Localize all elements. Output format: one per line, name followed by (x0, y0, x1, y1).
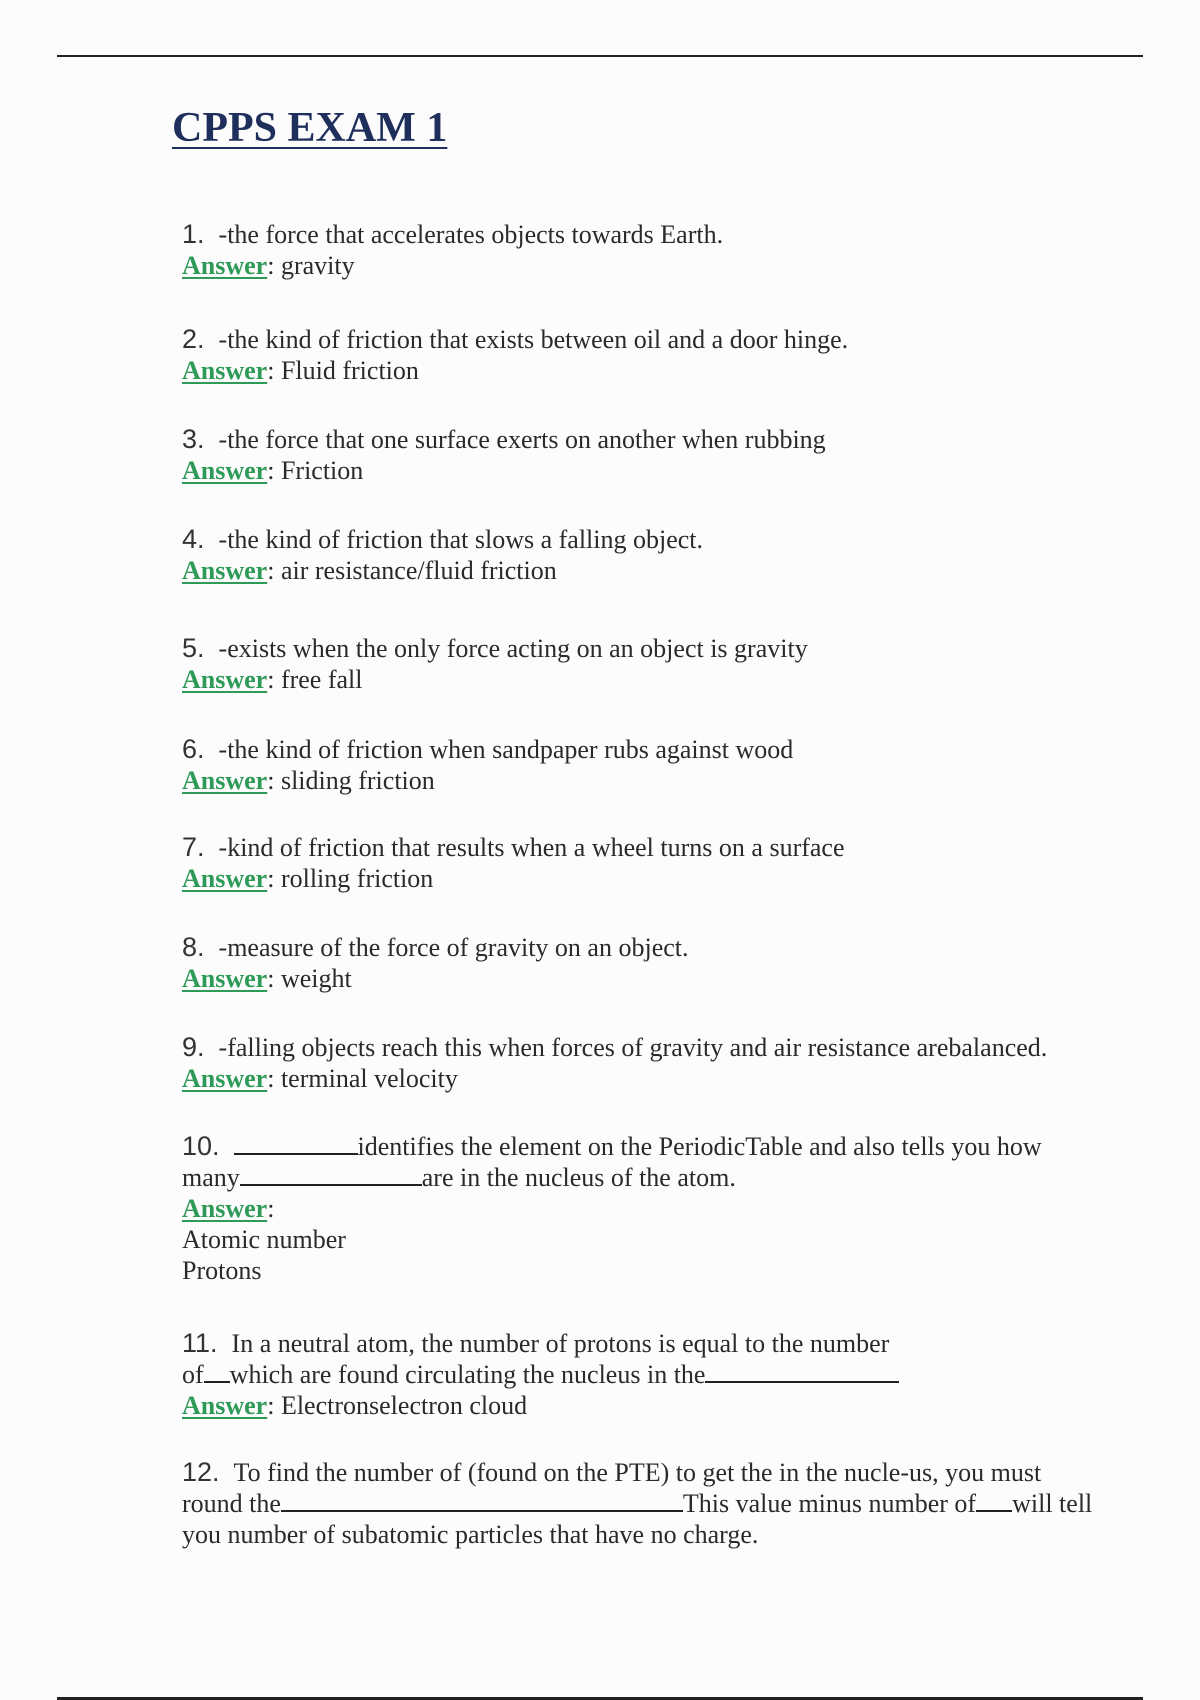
question-number: 3. (182, 424, 205, 454)
answer-label: Answer (182, 1194, 268, 1223)
question-10: 10. identifies the element on the PeriodicTable and also tells you how many are in the nucleus of the atom. Answer: Atomic number Protons (182, 1131, 1142, 1286)
question-text: -falling objects reach this when forces of gravity and air resistance arebalanced. (218, 1033, 1048, 1062)
question-text: In a neutral atom, the number of protons is equal to the number (231, 1329, 890, 1358)
question-text: -the force that one surface exerts on another when rubbing (218, 425, 826, 454)
answer-text: terminal velocity (280, 1064, 458, 1093)
question-text: -the kind of friction that exists between oil and a door hinge. (218, 325, 849, 354)
answer-text: sliding friction (280, 766, 435, 795)
question-text: This value minus number of (682, 1489, 977, 1518)
question-number: 4. (182, 524, 205, 554)
answer-text: Electronselectron cloud (280, 1391, 528, 1420)
question-2: 2. -the kind of friction that exists between oil and a door hinge. Answer: Fluid friction (182, 324, 849, 385)
question-6: 6. -the kind of friction when sandpaper rubs against wood Answer: sliding friction (182, 734, 794, 795)
fill-in-blank (976, 1488, 1012, 1512)
answer-label: Answer (182, 556, 268, 585)
question-5: 5. -exists when the only force acting on an object is gravity Answer: free fall (182, 633, 808, 694)
answer-label: Answer (182, 766, 268, 795)
fill-in-blank (204, 1359, 230, 1383)
question-text: -the force that accelerates objects towards Earth. (218, 220, 724, 249)
answer-text: Friction (280, 456, 364, 485)
question-number: 6. (182, 734, 205, 764)
question-text: -the kind of friction when sandpaper rubs against wood (218, 735, 794, 764)
answer-text: rolling friction (280, 864, 434, 893)
question-number: 1. (182, 219, 205, 249)
question-number: 7. (182, 832, 205, 862)
answer-text: Atomic number (182, 1225, 346, 1254)
question-8: 8. -measure of the force of gravity on an object. Answer: weight (182, 932, 689, 993)
question-number: 8. (182, 932, 205, 962)
question-text: many (182, 1163, 240, 1192)
question-12 (182, 1457, 1142, 1550)
question-3: 3. -the force that one surface exerts on another when rubbing Answer: Friction (182, 424, 826, 485)
page-title: CPPS EXAM 1 (172, 105, 448, 151)
answer-text: Protons (182, 1256, 262, 1285)
question-number: 12. (182, 1457, 220, 1487)
answer-label: Answer (182, 665, 268, 694)
question-text: -kind of friction that results when a wheel turns on a surface (218, 833, 845, 862)
answer-label: Answer (182, 1391, 268, 1420)
question-text: of (182, 1360, 204, 1389)
question-number: 5. (182, 633, 205, 663)
top-rule (57, 55, 1143, 57)
answer-text: free fall (280, 665, 363, 694)
answer-label: Answer (182, 356, 268, 385)
question-4: 4. -the kind of friction that slows a falling object. Answer: air resistance/fluid friction (182, 524, 704, 585)
question-text: -measure of the force of gravity on an object. (218, 933, 689, 962)
question-text: you number of subatomic particles that have no charge. (182, 1520, 759, 1549)
question-text: -the kind of friction that slows a falling object. (218, 525, 704, 554)
question-number: 10. (182, 1131, 220, 1161)
question-number: 9. (182, 1032, 205, 1062)
question-text: -exists when the only force acting on an object is gravity (218, 634, 808, 663)
answer-label: Answer (182, 251, 268, 280)
answer-label: Answer (182, 964, 268, 993)
answer-label: Answer (182, 456, 268, 485)
question-text: To find the number of (found on the PTE) to get the in the nucle-us, you must (233, 1458, 1042, 1487)
question-text: will tell (1012, 1489, 1093, 1518)
fill-in-blank (281, 1488, 683, 1512)
answer-text: air resistance/fluid friction (280, 556, 557, 585)
question-number: 11. (182, 1328, 218, 1358)
fill-in-blank (240, 1162, 422, 1186)
fill-in-blank (705, 1359, 899, 1383)
answer-text: weight (280, 964, 352, 993)
question-text: which are found circulating the nucleus in the (229, 1360, 706, 1389)
answer-text: Fluid friction (280, 356, 419, 385)
answer-label: Answer (182, 1064, 268, 1093)
question-text: identifies the element on the PeriodicTable and also tells you how (357, 1132, 1042, 1161)
answer-text: gravity (280, 251, 355, 280)
question-text: round the (182, 1489, 281, 1518)
question-1: 1. -the force that accelerates objects towards Earth. Answer: gravity (182, 219, 724, 280)
question-7: 7. -kind of friction that results when a wheel turns on a surface Answer: rolling friction (182, 832, 845, 893)
fill-in-blank (234, 1131, 358, 1155)
question-text: are in the nucleus of the atom. (421, 1163, 736, 1192)
question-9: 9. -falling objects reach this when forces of gravity and air resistance arebalanced. Answer: terminal velocity (182, 1032, 1048, 1093)
question-11: 11. In a neutral atom, the number of protons is equal to the number of which are found circulating the nucleus in the Answer: Electronselectron cloud (182, 1328, 1142, 1421)
question-number: 2. (182, 324, 205, 354)
answer-label: Answer (182, 864, 268, 893)
